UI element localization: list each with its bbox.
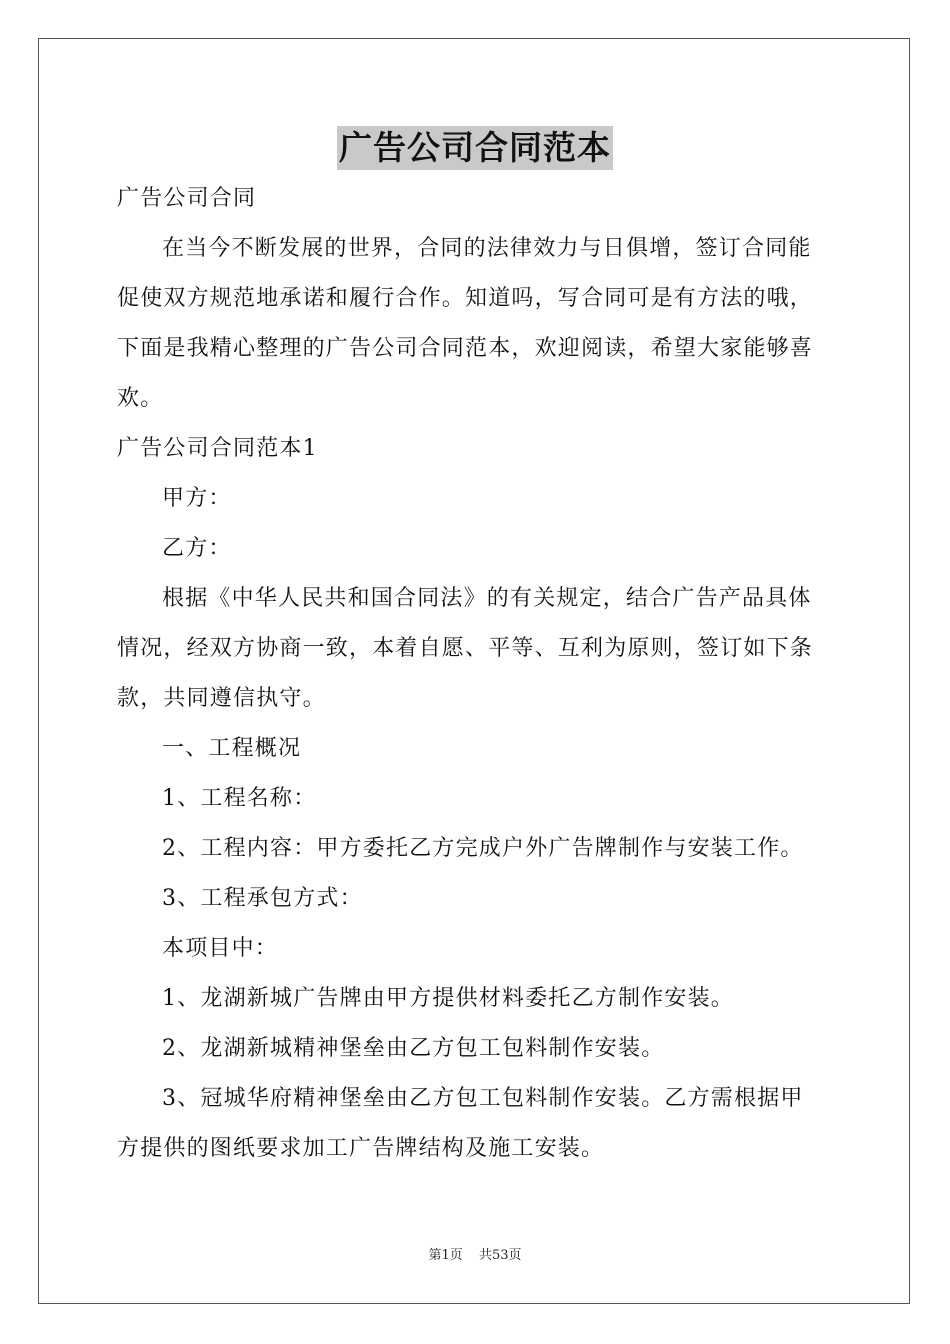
party-a-label: 甲方： [162, 486, 232, 511]
page-border [38, 38, 910, 1304]
heading-contract: 广告公司合同 [117, 186, 257, 211]
list-item: 3、冠城华府精神堡垒由乙方包工包料制作安装。乙方需根据甲 [162, 1086, 804, 1111]
paragraph-line: 根据《中华人民共和国合同法》的有关规定，结合广告产品具体 [162, 586, 812, 611]
paragraph-line: 促使双方规范地承诺和履行合作。知道吗，写合同可是有方法的哦， [117, 286, 814, 311]
section-heading: 一、工程概况 [162, 736, 302, 761]
page-footer [0, 1247, 950, 1265]
paragraph-line: 下面是我精心整理的广告公司合同范本，欢迎阅读，希望大家能够喜 [117, 336, 814, 361]
list-item: 1、工程名称： [162, 786, 317, 811]
paragraph-line: 款，共同遵信执守。 [117, 686, 326, 711]
heading-sample-1: 广告公司合同范本1 [117, 436, 318, 461]
paragraph-line: 欢。 [117, 386, 164, 411]
page-number-total: 共53页 [478, 1248, 522, 1263]
list-item: 2、龙湖新城精神堡垒由乙方包工包料制作安装。 [162, 1036, 665, 1061]
party-b-label: 乙方： [162, 536, 232, 561]
list-item: 2、工程内容：甲方委托乙方完成户外广告牌制作与安装工作。 [162, 836, 804, 861]
list-item: 1、龙湖新城广告牌由甲方提供材料委托乙方制作安装。 [162, 986, 734, 1011]
list-item: 3、工程承包方式： [162, 886, 363, 911]
paragraph-line: 在当今不断发展的世界，合同的法律效力与日俱增，签订合同能 [162, 236, 812, 261]
paragraph-line: 方提供的图纸要求加工广告牌结构及施工安装。 [117, 1136, 605, 1161]
paragraph-line: 情况，经双方协商一致，本着自愿、平等、互利为原则，签订如下条 [117, 636, 814, 661]
document-title: 广告公司合同范本 [337, 126, 613, 170]
list-intro: 本项目中： [162, 936, 279, 961]
page-number-current: 第1页 [428, 1248, 463, 1263]
title-container [0, 126, 950, 170]
